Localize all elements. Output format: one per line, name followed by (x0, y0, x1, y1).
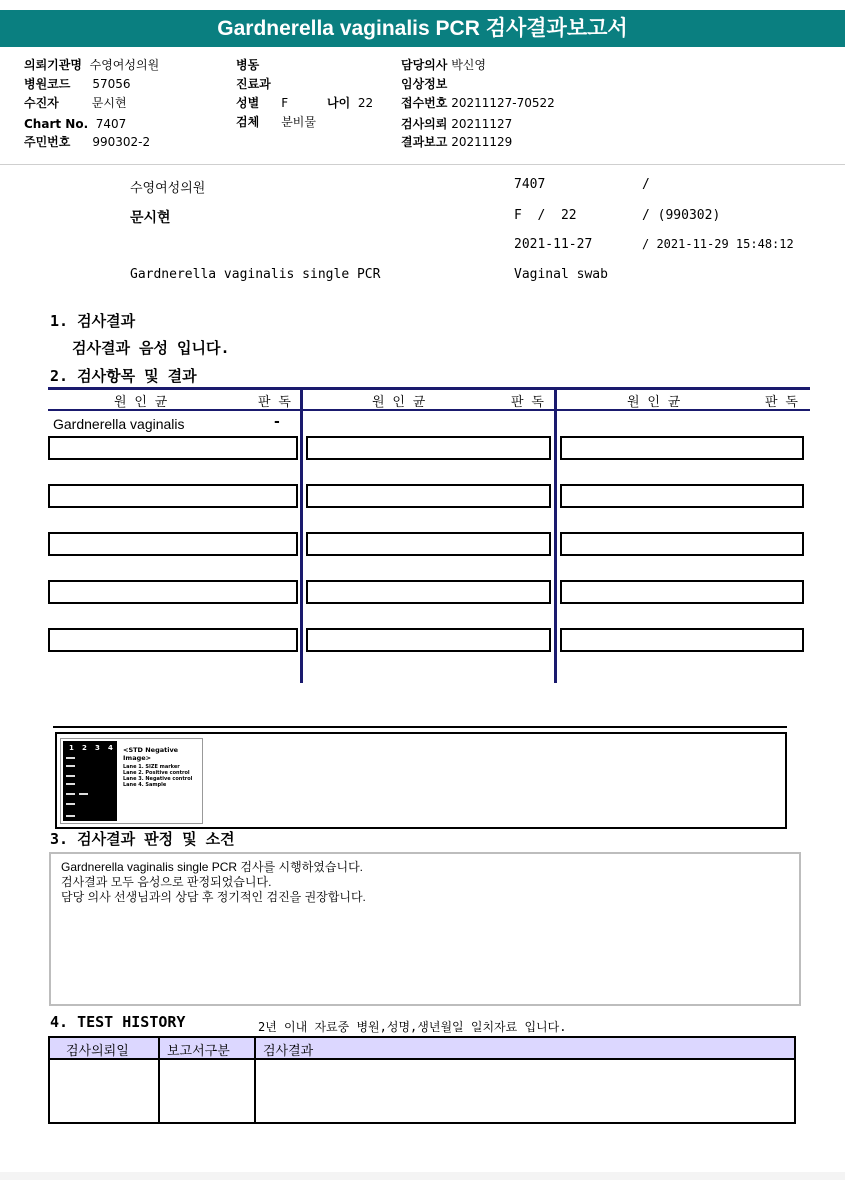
comment-box (49, 852, 801, 1006)
comment-line: 담당 의사 선생님과의 상담 후 정기적인 검진을 권장합니다. (61, 890, 366, 904)
gel-band (66, 775, 75, 777)
hdr-specimen: 검체 분비물 (236, 115, 316, 129)
hdr-department: 진료과 (236, 77, 271, 91)
info-birth: / (990302) (642, 208, 721, 223)
result-organism: Gardnerella vaginalis (53, 416, 185, 432)
result-box (306, 628, 551, 652)
col-head-organism-1: 원 인 균 (114, 395, 168, 410)
col-head-judge-2: 판 독 (511, 395, 544, 410)
result-box (48, 532, 298, 556)
result-summary: 검사결과 음성 입니다. (72, 339, 230, 357)
hdr-sex: 성별 F (236, 96, 289, 110)
history-table-header (50, 1038, 794, 1060)
hdr-chart-no: Chart No. 7407 (24, 117, 127, 131)
gel-band (66, 765, 75, 767)
hdr-patient: 수진자 문시현 (24, 96, 127, 110)
comment-line: Gardnerella vaginalis single PCR 검사를 시행하였습니다. (61, 860, 364, 874)
result-judgement: - (274, 414, 280, 430)
results-col-divider-1 (300, 387, 303, 683)
gel-band (66, 793, 75, 795)
history-note: 2년 이내 자료중 병원,성명,생년월일 일치자료 입니다. (258, 1020, 567, 1034)
gel-band (66, 757, 75, 759)
gel-legend-item: Lane 4. Sample (123, 782, 167, 788)
section-4-title: 4. TEST HISTORY (50, 1013, 186, 1031)
gel-lane-number: 2 (82, 744, 87, 752)
gel-lane-number: 4 (108, 744, 113, 752)
gel-legend-item: Lane 2. Positive control (123, 770, 190, 776)
gel-legend-item: Lane 3. Negative control (123, 776, 193, 782)
history-col-divider (254, 1038, 256, 1122)
history-col-divider (158, 1038, 160, 1122)
hdr-hospital: 의뢰기관명 수영여성의원 (24, 58, 160, 72)
info-hospital: 수영여성의원 (130, 181, 206, 196)
col-head-organism-2: 원 인 균 (372, 395, 426, 410)
hdr-clinical-info: 임상정보 (401, 77, 448, 91)
gel-lanes (63, 741, 117, 821)
result-box (48, 484, 298, 508)
hdr-doctor: 담당의사 박신영 (401, 58, 486, 72)
hdr-report-date: 결과보고 20211129 (401, 135, 513, 149)
results-table-top-rule (48, 387, 810, 390)
image-top-rule (53, 726, 787, 728)
result-box (48, 436, 298, 460)
gel-band (66, 815, 75, 817)
history-col-report-type: 보고서구분 (167, 1044, 230, 1059)
info-report-datetime: / 2021-11-29 15:48:12 (642, 237, 794, 251)
gel-band (66, 783, 75, 785)
hdr-request-date: 검사의뢰 20211127 (401, 117, 513, 131)
comment-line: 검사결과 모두 음성으로 판정되었습니다. (61, 875, 272, 889)
result-box (560, 628, 804, 652)
result-box (560, 532, 804, 556)
hdr-resident-no: 주민번호 990302-2 (24, 135, 151, 149)
col-head-organism-3: 원 인 균 (627, 395, 681, 410)
history-col-result: 검사결과 (263, 1044, 314, 1059)
report-title: Gardnerella vaginalis PCR 검사결과보고서 (0, 10, 845, 47)
history-col-request-date: 검사의뢰일 (66, 1044, 129, 1059)
result-box (560, 436, 804, 460)
section-1-title: 1. 검사결과 (50, 312, 136, 330)
info-sex-age: F / 22 (514, 208, 577, 223)
hdr-age: 나이 22 (327, 96, 374, 110)
result-box (560, 580, 804, 604)
header-divider (0, 164, 845, 165)
result-box (306, 484, 551, 508)
info-request-date: 2021-11-27 (514, 237, 593, 252)
section-3-title: 3. 검사결과 판정 및 소견 (50, 830, 235, 848)
hdr-ward: 병동 (236, 58, 260, 72)
info-slash: / (642, 177, 650, 192)
results-col-divider-2 (554, 387, 557, 683)
result-box (306, 580, 551, 604)
gel-legend-item: Lane 1. SIZE marker (123, 764, 180, 770)
hdr-accession-no: 접수번호 20211127-70522 (401, 96, 555, 110)
gel-electrophoresis-image (60, 738, 203, 824)
gel-lane-number: 1 (69, 744, 74, 752)
col-head-judge-3: 판 독 (765, 395, 798, 410)
gel-band (66, 803, 75, 805)
info-patient-name: 문시현 (130, 210, 171, 226)
info-test-name: Gardnerella vaginalis single PCR (130, 267, 381, 282)
hdr-hospital-code: 병원코드 57056 (24, 77, 131, 91)
section-2-title: 2. 검사항목 및 결과 (50, 367, 197, 385)
gel-band (79, 793, 88, 795)
result-box (560, 484, 804, 508)
result-box (48, 628, 298, 652)
history-table (48, 1036, 796, 1124)
info-specimen: Vaginal swab (514, 267, 608, 282)
gel-lane-number: 3 (95, 744, 100, 752)
gel-title: <STD Negative Image> (123, 746, 179, 762)
result-box (48, 580, 298, 604)
result-box (306, 532, 551, 556)
col-head-judge-1: 판 독 (258, 395, 291, 410)
result-box (306, 436, 551, 460)
info-chart: 7407 (514, 177, 546, 192)
gel-image-frame (55, 732, 787, 829)
